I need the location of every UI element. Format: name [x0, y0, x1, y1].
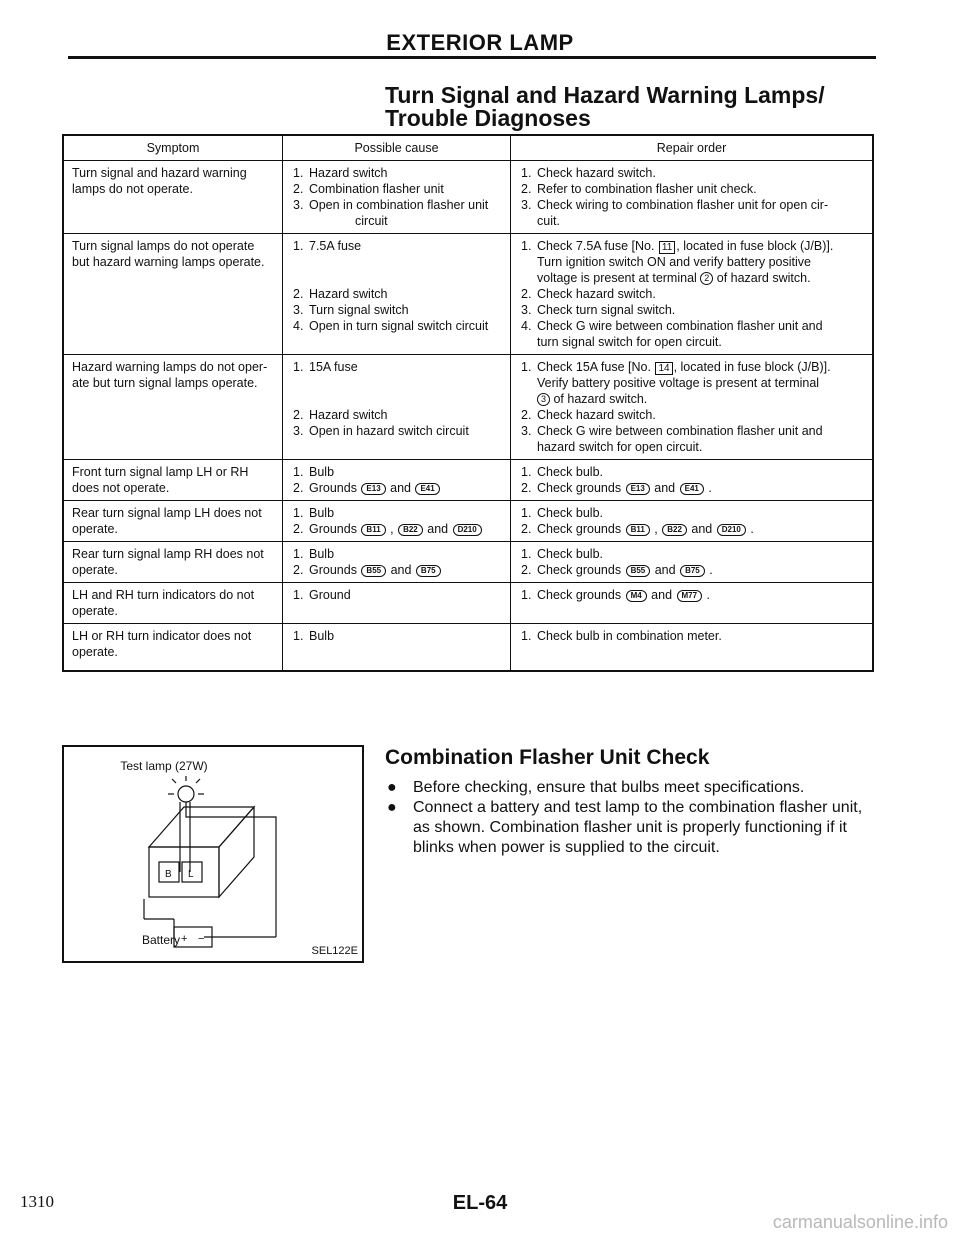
table-row [63, 161, 873, 234]
cause-text: 7.5A fuse [309, 239, 362, 253]
symptom-text: Rear turn signal lamp LH does not [72, 506, 262, 520]
symptom-text: operate. [72, 563, 118, 577]
item-number: 1. [521, 629, 532, 643]
repair-text: Check bulb. [537, 547, 604, 561]
item-number: 1. [521, 166, 532, 180]
trouble-diagnosis-table [62, 134, 874, 672]
symptom-cell [63, 460, 283, 501]
fuse-number-box: 14 [655, 362, 672, 375]
item-number: 3. [521, 424, 532, 438]
connector-badge: D210 [453, 524, 482, 536]
cause-text: Grounds E13 and E41 [309, 480, 441, 496]
repair-text: Check 15A fuse [No. 14 , located in fuse block (J/B)]. Verify battery positive voltage is present at terminal 3 of hazard switch. [537, 360, 831, 406]
symptom-text: operate. [72, 604, 118, 618]
item-number: 2. [293, 182, 304, 196]
cause-text: Turn signal switch [309, 303, 409, 317]
item-number: 3. [293, 424, 304, 438]
repair-text: Check G wire between combination flasher unit and turn signal switch for open circuit. [537, 319, 823, 349]
item-number: 3. [293, 198, 304, 212]
connector-badge: B55 [626, 565, 651, 577]
cause-text: Open in hazard switch circuit [309, 424, 469, 438]
connector-badge: B22 [398, 524, 423, 536]
flasher-test-diagram [64, 747, 362, 961]
repair-text: Check grounds B11 , B22 and D210 . [537, 522, 754, 536]
symptom-cell [63, 624, 283, 672]
cause-cell [283, 234, 511, 355]
cause-text: Combination flasher unit [309, 182, 444, 196]
connector-badge: E13 [626, 483, 650, 495]
connector-badge: M77 [677, 590, 703, 602]
connector-badge: M4 [626, 590, 647, 602]
list-item: ● Connect a battery and test lamp to the combination flasher unit, as shown. Combination flasher unit is properly functioning if it blinks when power is supplied to the circuit. [387, 799, 863, 856]
repair-cell [511, 234, 874, 355]
repair-text: Check grounds M4 and M77 . [537, 588, 711, 602]
cause-cell [283, 501, 511, 542]
cause-text: Hazard switch [309, 287, 388, 301]
item-number: 1. [521, 588, 532, 602]
connector-badge: E13 [361, 483, 385, 495]
symptom-text: does not operate. [72, 481, 170, 495]
repair-text: Check grounds E13 and E41 . [537, 481, 712, 495]
item-number: 2. [293, 287, 304, 301]
symptom-text: but hazard warning lamps operate. [72, 255, 265, 269]
item-number: 1. [293, 588, 304, 602]
cause-text: Grounds B55 and B75 [309, 562, 442, 578]
item-number: 1. [521, 239, 532, 253]
page-header-title: EXTERIOR LAMP [386, 30, 574, 55]
connector-badge: B75 [416, 565, 441, 577]
item-number: 4. [521, 319, 532, 333]
list-item: ● Before checking, ensure that bulbs meet specifications. [387, 779, 805, 796]
cause-cell [283, 542, 511, 583]
cause-text: Bulb [309, 465, 335, 479]
footer-sheet-number: 1310 [20, 1192, 54, 1211]
footer-page-number: EL-64 [452, 1192, 508, 1214]
connector-badge: B75 [680, 565, 705, 577]
flasher-check-list [385, 778, 875, 858]
wires [180, 802, 276, 937]
repair-cell [511, 501, 874, 542]
repair-text: Check bulb in combination meter. [537, 629, 722, 643]
repair-text: Check bulb. [537, 506, 604, 520]
test-lamp-icon [168, 776, 204, 802]
connector-badge: B55 [361, 565, 386, 577]
item-number: 2. [293, 481, 304, 495]
flasher-unit-test-figure [62, 745, 364, 963]
item-number: 1. [521, 506, 532, 520]
repair-text: Check hazard switch. [537, 166, 656, 180]
header-rule [68, 56, 876, 59]
item-number: 1. [293, 629, 304, 643]
item-number: 1. [293, 547, 304, 561]
item-number: 3. [293, 303, 304, 317]
header-repair-order: Repair order [511, 135, 874, 161]
repair-text: Refer to combination flasher unit check. [537, 182, 757, 196]
cause-text: Grounds B11 , B22 and D210 [309, 521, 483, 537]
symptom-text: LH or RH turn indicator does not [72, 629, 252, 643]
item-number: 1. [293, 166, 304, 180]
table-row [63, 542, 873, 583]
cause-text: Bulb [309, 506, 335, 520]
header-possible-cause: Possible cause [283, 135, 511, 161]
header-symptom: Symptom [63, 135, 283, 161]
table-row [63, 355, 873, 460]
symptom-text: LH and RH turn indicators do not [72, 588, 255, 602]
symptom-text: Front turn signal lamp LH or RH [72, 465, 249, 479]
section-title [385, 84, 825, 130]
symptom-text: Hazard warning lamps do not oper- [72, 360, 268, 374]
terminal-number-circle: 2 [700, 272, 713, 285]
item-number: 2. [521, 481, 532, 495]
item-number: 4. [293, 319, 304, 333]
flasher-check-title: Combination Flasher Unit Check [385, 746, 710, 769]
item-number: 1. [293, 465, 304, 479]
symptom-text: ate but turn signal lamps operate. [72, 376, 258, 390]
cause-cell [283, 355, 511, 460]
item-number: 2. [293, 408, 304, 422]
table-row [63, 234, 873, 355]
repair-text: Check hazard switch. [537, 287, 656, 301]
symptom-cell [63, 234, 283, 355]
fuse-number-box: 11 [659, 241, 675, 254]
item-number: 1. [521, 465, 532, 479]
repair-text: Check G wire between combination flasher unit and hazard switch for open circuit. [537, 424, 823, 454]
symptom-text: operate. [72, 645, 118, 659]
item-number: 1. [521, 547, 532, 561]
cause-text: Open in combination flasher unit circuit [309, 198, 489, 228]
item-number: 2. [521, 522, 532, 536]
terminal-number-circle: 3 [537, 393, 550, 406]
cause-cell [283, 161, 511, 234]
battery-minus-terminal: − [198, 933, 205, 945]
cause-text: Ground [309, 588, 351, 602]
connector-badge: B11 [361, 524, 385, 536]
symptom-cell [63, 542, 283, 583]
cause-text: Bulb [309, 547, 335, 561]
item-number: 2. [521, 563, 532, 577]
cause-cell [283, 624, 511, 672]
bullet-icon: ● [387, 799, 397, 816]
item-number: 2. [293, 522, 304, 536]
cause-cell [283, 583, 511, 624]
bullet-icon: ● [387, 779, 397, 796]
symptom-cell [63, 583, 283, 624]
repair-cell [511, 460, 874, 501]
connector-badge: B22 [662, 524, 687, 536]
symptom-cell [63, 355, 283, 460]
table-row [63, 583, 873, 624]
flasher-unit-icon [144, 807, 254, 937]
test-lamp-label: Test lamp (27W) [120, 759, 208, 773]
cause-text: Bulb [309, 629, 335, 643]
item-number: 1. [293, 239, 304, 253]
watermark: carmanualsonline.info [772, 1212, 948, 1232]
repair-cell [511, 355, 874, 460]
item-number: 2. [521, 287, 532, 301]
symptom-cell [63, 501, 283, 542]
symptom-text: lamps do not operate. [72, 182, 193, 196]
cause-text: Hazard switch [309, 408, 388, 422]
table-header-row [63, 135, 873, 161]
symptom-text: Turn signal and hazard warning [72, 166, 247, 180]
item-number: 1. [293, 360, 304, 374]
item-number: 3. [521, 198, 532, 212]
section-title-line1: Turn Signal and Hazard Warning Lamps/ [385, 82, 825, 108]
repair-cell [511, 542, 874, 583]
item-number: 2. [521, 408, 532, 422]
cause-text: 15A fuse [309, 360, 358, 374]
item-number: 2. [521, 182, 532, 196]
section-title-line2: Trouble Diagnoses [385, 105, 591, 131]
connector-badge: D210 [717, 524, 746, 536]
item-number: 2. [293, 563, 304, 577]
item-number: 1. [293, 506, 304, 520]
cause-cell [283, 460, 511, 501]
symptom-text: Rear turn signal lamp RH does not [72, 547, 264, 561]
cause-text: Open in turn signal switch circuit [309, 319, 489, 333]
repair-text: Check hazard switch. [537, 408, 656, 422]
pin-label-l: L [188, 869, 194, 880]
battery-label: Battery [142, 933, 181, 947]
connector-badge: E41 [415, 483, 439, 495]
repair-cell [511, 161, 874, 234]
battery-plus-terminal: + [181, 933, 188, 945]
cause-text: Hazard switch [309, 166, 388, 180]
connector-badge: E41 [680, 483, 704, 495]
item-number: 1. [521, 360, 532, 374]
repair-cell [511, 624, 874, 672]
repair-text: Check 7.5A fuse [No. 11 , located in fuse block (J/B)]. Turn ignition switch ON and verify battery positive voltage is present at terminal 2 of hazard switch. [537, 239, 834, 285]
repair-text: Check grounds B55 and B75 . [537, 563, 713, 577]
figure-code: SEL122E [311, 945, 358, 957]
table-row [63, 460, 873, 501]
table-row [63, 501, 873, 542]
table-row [63, 624, 873, 672]
repair-cell [511, 583, 874, 624]
symptom-text: operate. [72, 522, 118, 536]
item-number: 3. [521, 303, 532, 317]
pin-label-b: B [165, 869, 172, 880]
repair-text: Check wiring to combination flasher unit for open cir- cuit. [537, 198, 829, 228]
repair-text: Check turn signal switch. [537, 303, 676, 317]
connector-badge: B11 [626, 524, 650, 536]
symptom-cell [63, 161, 283, 234]
symptom-text: Turn signal lamps do not operate [72, 239, 255, 253]
repair-text: Check bulb. [537, 465, 604, 479]
